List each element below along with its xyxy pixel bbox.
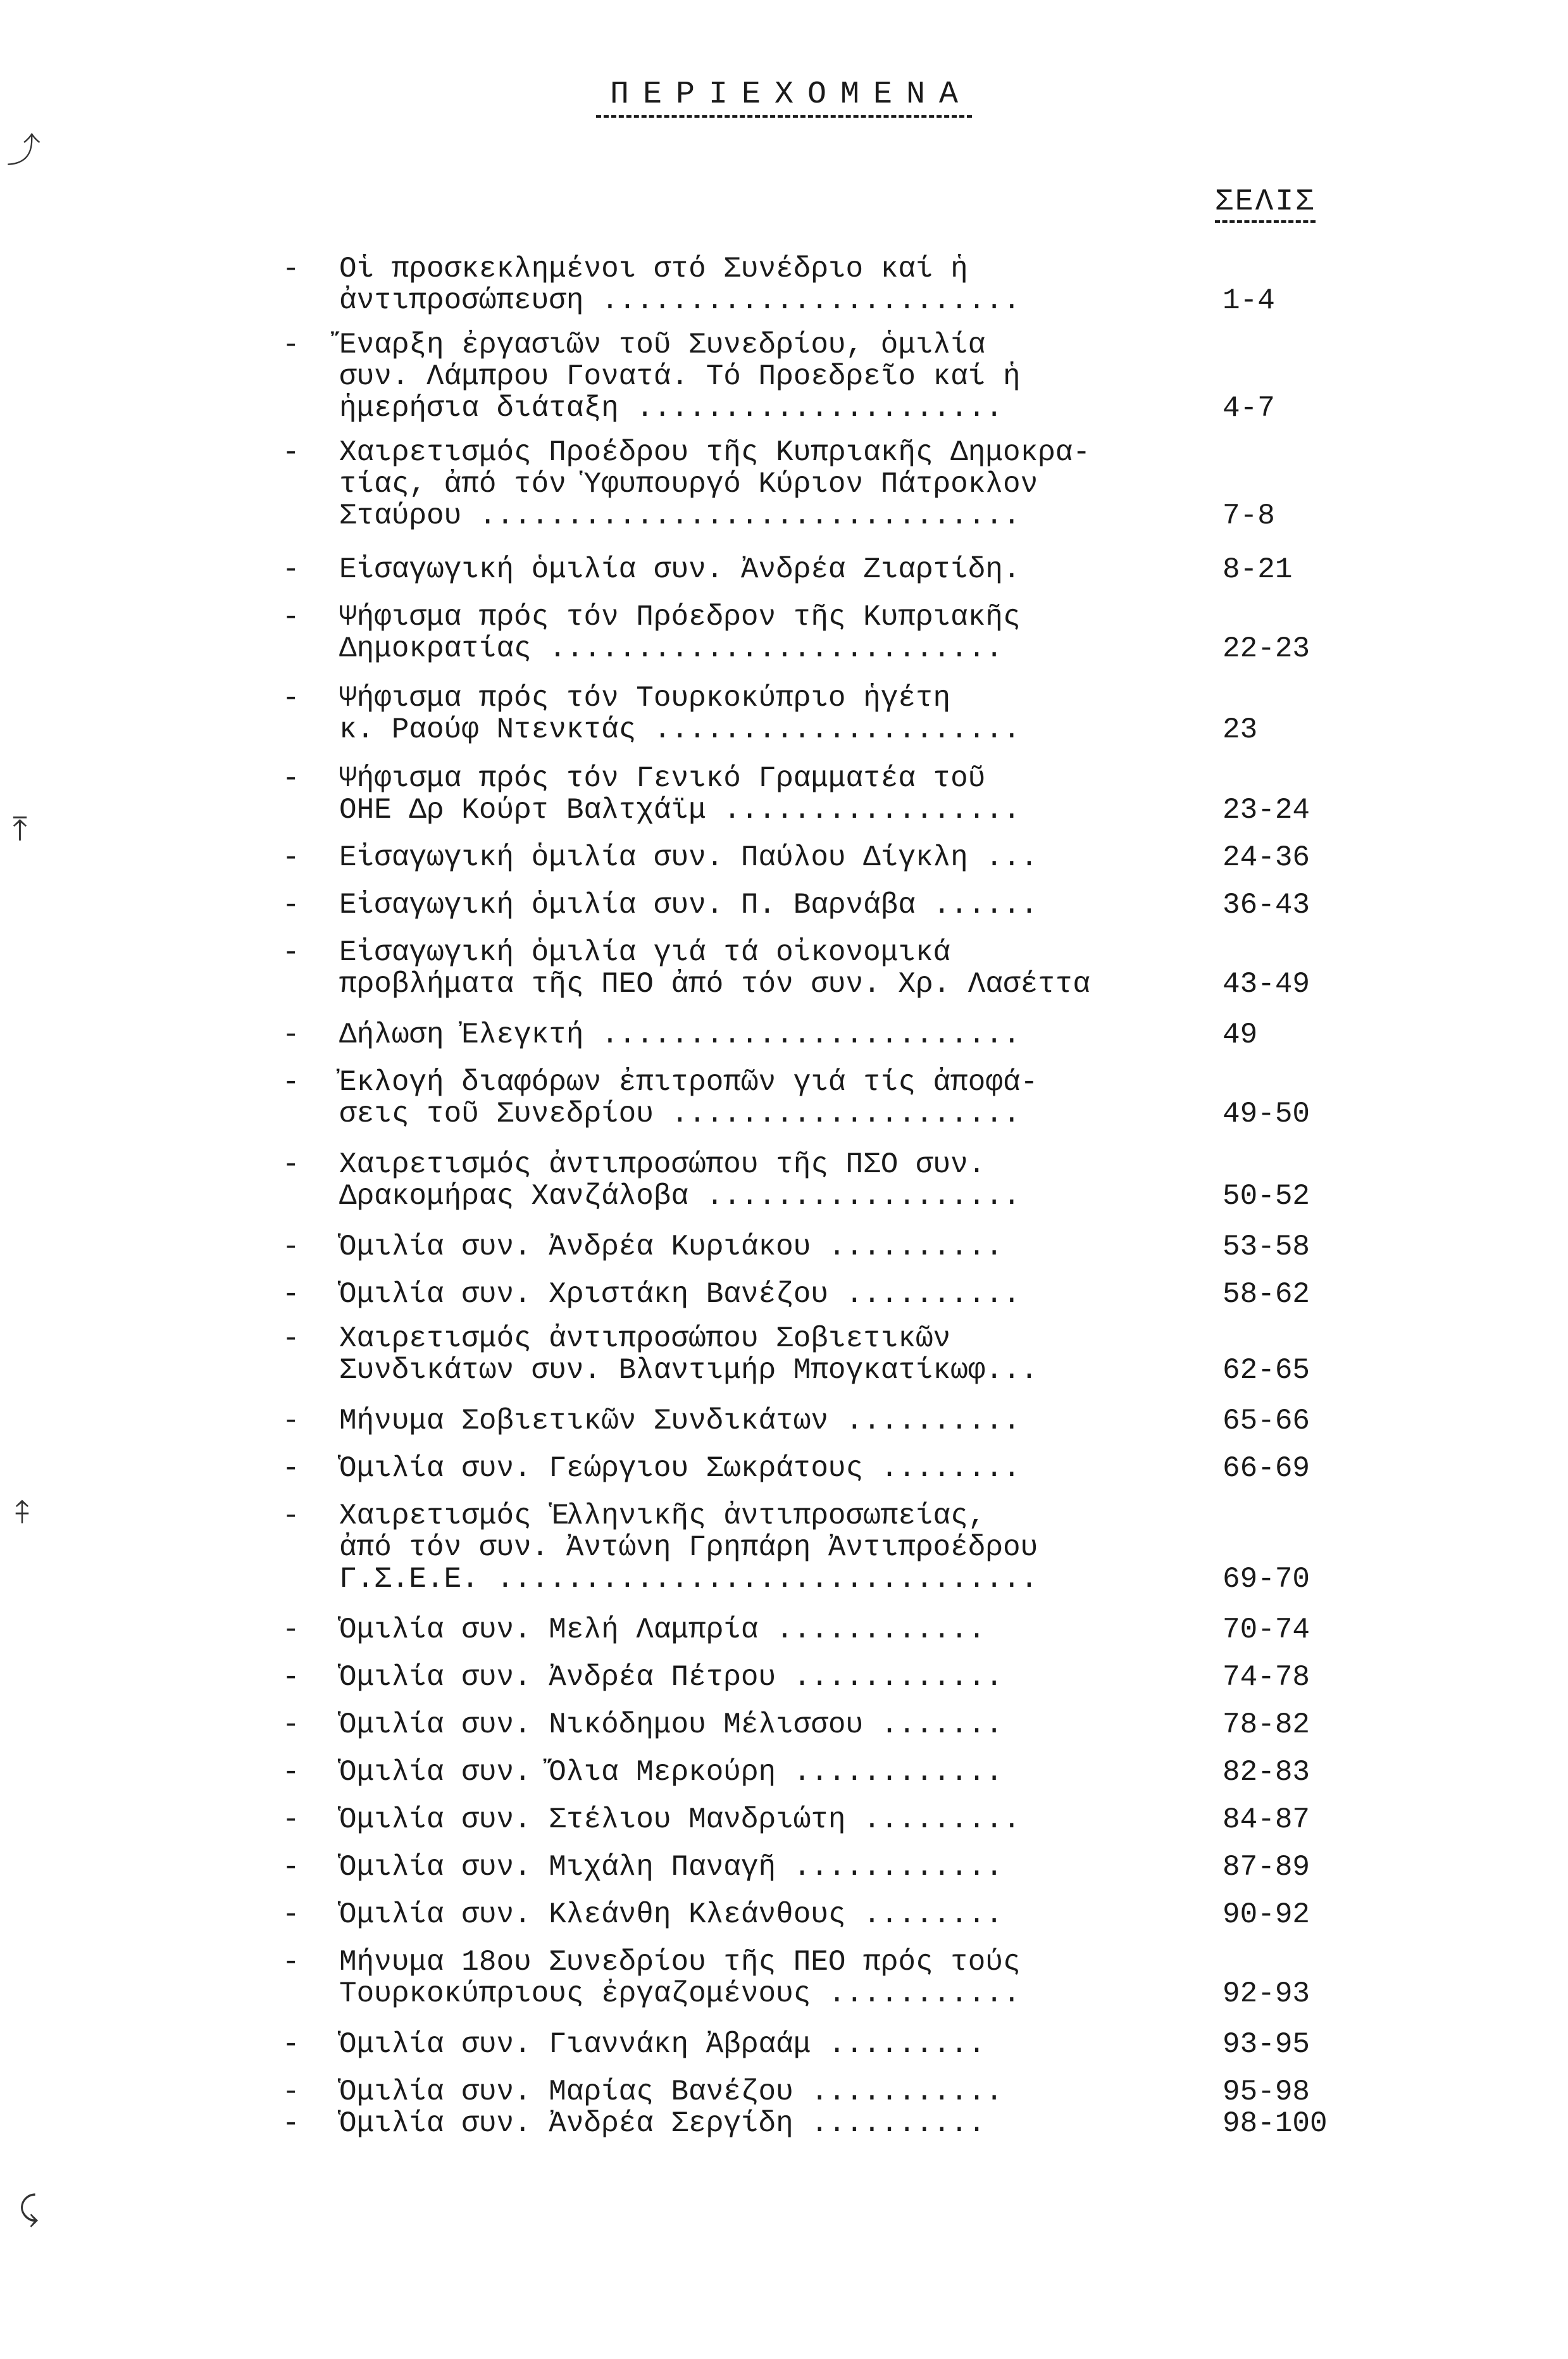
entry-title-line: Γ.Σ.Ε.Ε. ............................... xyxy=(339,1563,1038,1596)
entry-title-line: Ὁμιλία συν. Μαρίας Βανέζου ........... xyxy=(339,2075,1003,2108)
entry-pages: 93-95 xyxy=(1223,2028,1310,2061)
scan-speck: ⤴ xyxy=(6,130,40,170)
entry-title-line: Εἰσαγωγική ὁμιλία συν. Π. Βαρνάβα ...... xyxy=(339,889,1038,922)
entry-title-line: Τουρκοκύπριους ἐργαζομένους ........... xyxy=(339,1977,1021,2010)
entry-title-line: Ὁμιλία συν. Μιχάλη Παναγῆ ............ xyxy=(339,1851,1003,1884)
entry-pages: 74-78 xyxy=(1223,1661,1310,1694)
entry-title-line: Ὁμιλία συν. Νικόδημου Μέλισσου ....... xyxy=(339,1708,1003,1741)
entry-title-line: Εἰσαγωγική ὁμιλία συν. Ἀνδρέα Ζιαρτίδη. xyxy=(339,553,1021,586)
entry-title-line: Δρακομήρας Χανζάλοβα .................. xyxy=(339,1180,1021,1213)
entry-dash: - xyxy=(282,601,300,634)
entry-title-line: Οἱ προσκεκλημένοι στό Συνέδριο καί ἡ xyxy=(339,253,968,285)
entry-dash: - xyxy=(282,2075,300,2108)
entry-dash: - xyxy=(282,329,300,361)
entry-dash: - xyxy=(282,682,300,715)
entry-pages: 82-83 xyxy=(1223,1756,1310,1789)
entry-dash: - xyxy=(282,1661,300,1694)
entry-pages: 78-82 xyxy=(1223,1708,1310,1741)
page-title-text: ΠΕΡΙΕΧΟΜΕΝΑ xyxy=(596,76,972,118)
scan-speck: ⤉ xyxy=(15,1494,30,1530)
entry-title-line: ἀντιπροσώπευση ........................ xyxy=(339,284,1021,317)
entry-title-line: κ. Ραούφ Ντενκτάς ..................... xyxy=(339,713,1021,746)
entry-dash: - xyxy=(282,1946,300,1979)
entry-pages: 4-7 xyxy=(1223,392,1275,425)
entry-title-line: Ψήφισμα πρός τόν Γενικό Γραμματέα τοῦ xyxy=(339,762,986,795)
entry-pages: 66-69 xyxy=(1223,1452,1310,1485)
entry-title-line: Εἰσαγωγική ὁμιλία συν. Παύλου Δίγκλη ... xyxy=(339,841,1038,874)
entry-title-line: Ὁμιλία συν. Στέλιου Μανδριώτη ......... xyxy=(339,1803,1021,1836)
entry-pages: 90-92 xyxy=(1223,1898,1310,1931)
entry-pages: 7-8 xyxy=(1223,499,1275,532)
entry-title-line: Μήνυμα 18ου Συνεδρίου τῆς ΠΕΟ πρός τούς xyxy=(339,1946,1021,1979)
scan-speck: ⤹ xyxy=(19,2190,39,2228)
entry-title-line: Ἐκλογή διαφόρων ἐπιτροπῶν γιά τίς ἀποφά- xyxy=(339,1066,1038,1099)
entry-title-line: Ὁμιλία συν. Κλεάνθη Κλεάνθους ........ xyxy=(339,1898,1003,1931)
entry-title-line: Χαιρετισμός Ἑλληνικῆς ἀντιπροσωπείας, xyxy=(339,1499,986,1532)
entry-title-line: ΟΗΕ Δρ Κούρτ Βαλτχάϊμ ................. xyxy=(339,794,1021,827)
entry-title-line: Ὁμιλία συν. Ἀνδρέα Πέτρου ............ xyxy=(339,1661,1003,1694)
entry-pages: 92-93 xyxy=(1223,1977,1310,2010)
entry-dash: - xyxy=(282,2107,300,2140)
entry-pages: 65-66 xyxy=(1223,1405,1310,1437)
entry-pages: 84-87 xyxy=(1223,1803,1310,1836)
entry-dash: - xyxy=(282,253,300,285)
entry-pages: 87-89 xyxy=(1223,1851,1310,1884)
entry-dash: - xyxy=(282,553,300,586)
entry-pages: 43-49 xyxy=(1223,968,1310,1001)
entry-dash: - xyxy=(282,936,300,969)
entry-title-line: Σταύρου ............................... xyxy=(339,499,1021,532)
entry-dash: - xyxy=(282,1756,300,1789)
entry-dash: - xyxy=(282,1613,300,1646)
entry-dash: - xyxy=(282,436,300,469)
entry-dash: - xyxy=(282,1452,300,1485)
entry-pages: 49-50 xyxy=(1223,1098,1310,1130)
scan-speck: ⤒ xyxy=(13,810,27,848)
entry-pages: 95-98 xyxy=(1223,2075,1310,2108)
entry-title-line: Χαιρετισμός ἀντιπροσώπου Σοβιετικῶν xyxy=(339,1322,951,1355)
entry-title-line: Εἰσαγωγική ὁμιλία γιά τά οἰκονομικά xyxy=(339,936,951,969)
entry-title-line: Ὁμιλία συν. Ἀνδρέα Κυριάκου .......... xyxy=(339,1230,1003,1263)
entry-title-line: Ὁμιλία συν. Μελή Λαμπρία ............ xyxy=(339,1613,986,1646)
entry-dash: - xyxy=(282,1278,300,1311)
entry-pages: 53-58 xyxy=(1223,1230,1310,1263)
entry-dash: - xyxy=(282,1322,300,1355)
entry-title-line: συν. Λάμπρου Γονατά. Τό Προεδρεῖο καί ἡ xyxy=(339,360,1021,393)
entry-dash: - xyxy=(282,1499,300,1532)
entry-dash: - xyxy=(282,1230,300,1263)
entry-title-line: σεις τοῦ Συνεδρίου .................... xyxy=(339,1098,1021,1130)
entry-dash: - xyxy=(282,1851,300,1884)
entry-pages: 58-62 xyxy=(1223,1278,1310,1311)
entry-dash: - xyxy=(282,1708,300,1741)
entry-pages: 23-24 xyxy=(1223,794,1310,827)
entry-title-line: Μήνυμα Σοβιετικῶν Συνδικάτων .......... xyxy=(339,1405,1021,1437)
entry-title-line: ἡμερήσια διάταξη ..................... xyxy=(339,392,1003,425)
entry-title-line: Συνδικάτων συν. Βλαντιμήρ Μπογκατίκωφ... xyxy=(339,1354,1038,1387)
entry-pages: 50-52 xyxy=(1223,1180,1310,1213)
entry-title-line: Δημοκρατίας .......................... xyxy=(339,632,1003,665)
entry-pages: 36-43 xyxy=(1223,889,1310,922)
entry-title-line: τίας, ἀπό τόν Ὑφυπουργό Κύριον Πάτροκλον xyxy=(339,468,1038,501)
entry-pages: 49 xyxy=(1223,1018,1258,1051)
entry-dash: - xyxy=(282,1148,300,1181)
pages-column-header: ΣΕΛΙΣ xyxy=(1215,184,1316,223)
entry-dash: - xyxy=(282,2028,300,2061)
entry-pages: 22-23 xyxy=(1223,632,1310,665)
entry-title-line: Ὁμιλία συν. Γεώργιου Σωκράτους ........ xyxy=(339,1452,1021,1485)
entry-dash: - xyxy=(282,841,300,874)
entry-pages: 62-65 xyxy=(1223,1354,1310,1387)
entry-pages: 1-4 xyxy=(1223,284,1275,317)
entry-title-line: Χαιρετισμός ἀντιπροσώπου τῆς ΠΣΟ συν. xyxy=(339,1148,986,1181)
entry-dash: - xyxy=(282,1898,300,1931)
entry-title-line: Δήλωση Ἐλεγκτή ........................ xyxy=(339,1018,1021,1051)
entry-dash: - xyxy=(282,889,300,922)
entry-pages: 23 xyxy=(1223,713,1258,746)
entry-dash: - xyxy=(282,1066,300,1099)
entry-title-line: Ψήφισμα πρός τόν Τουρκοκύπριο ἡγέτη xyxy=(339,682,951,715)
entry-title-line: Ὁμιλία συν. Ἀνδρέα Σεργίδη .......... xyxy=(339,2107,986,2140)
entry-pages: 24-36 xyxy=(1223,841,1310,874)
entry-title-line: Χαιρετισμός Προέδρου τῆς Κυπριακῆς Δημοκρα- xyxy=(339,436,1090,469)
entry-title-line: προβλήματα τῆς ΠΕΟ ἀπό τόν συν. Χρ. Λασέττα xyxy=(339,968,1090,1001)
entry-dash: - xyxy=(282,1405,300,1437)
entry-pages: 98-100 xyxy=(1223,2107,1328,2140)
entry-dash: - xyxy=(282,762,300,795)
entry-title-line: Ὁμιλία συν. Χριστάκη Βανέζου .......... xyxy=(339,1278,1021,1311)
entry-dash: - xyxy=(282,1803,300,1836)
entry-pages: 70-74 xyxy=(1223,1613,1310,1646)
entry-pages: 69-70 xyxy=(1223,1563,1310,1596)
entry-title-line: ἀπό τόν συν. Ἀντώνη Γρηπάρη Ἀντιπροέδρου xyxy=(339,1531,1038,1564)
entry-pages: 8-21 xyxy=(1223,553,1293,586)
entry-title-line: Ὁμιλία συν. Γιαννάκη Ἀβραάμ ......... xyxy=(339,2028,986,2061)
entry-dash: - xyxy=(282,1018,300,1051)
entry-title-line: Ὁμιλία συν. Ὄλια Μερκούρη ............ xyxy=(339,1756,1003,1789)
entry-title-line: Ψήφισμα πρός τόν Πρόεδρον τῆς Κυπριακῆς xyxy=(339,601,1021,634)
entry-title-line: Ἔναρξη ἐργασιῶν τοῦ Συνεδρίου, ὁμιλία xyxy=(339,329,986,361)
